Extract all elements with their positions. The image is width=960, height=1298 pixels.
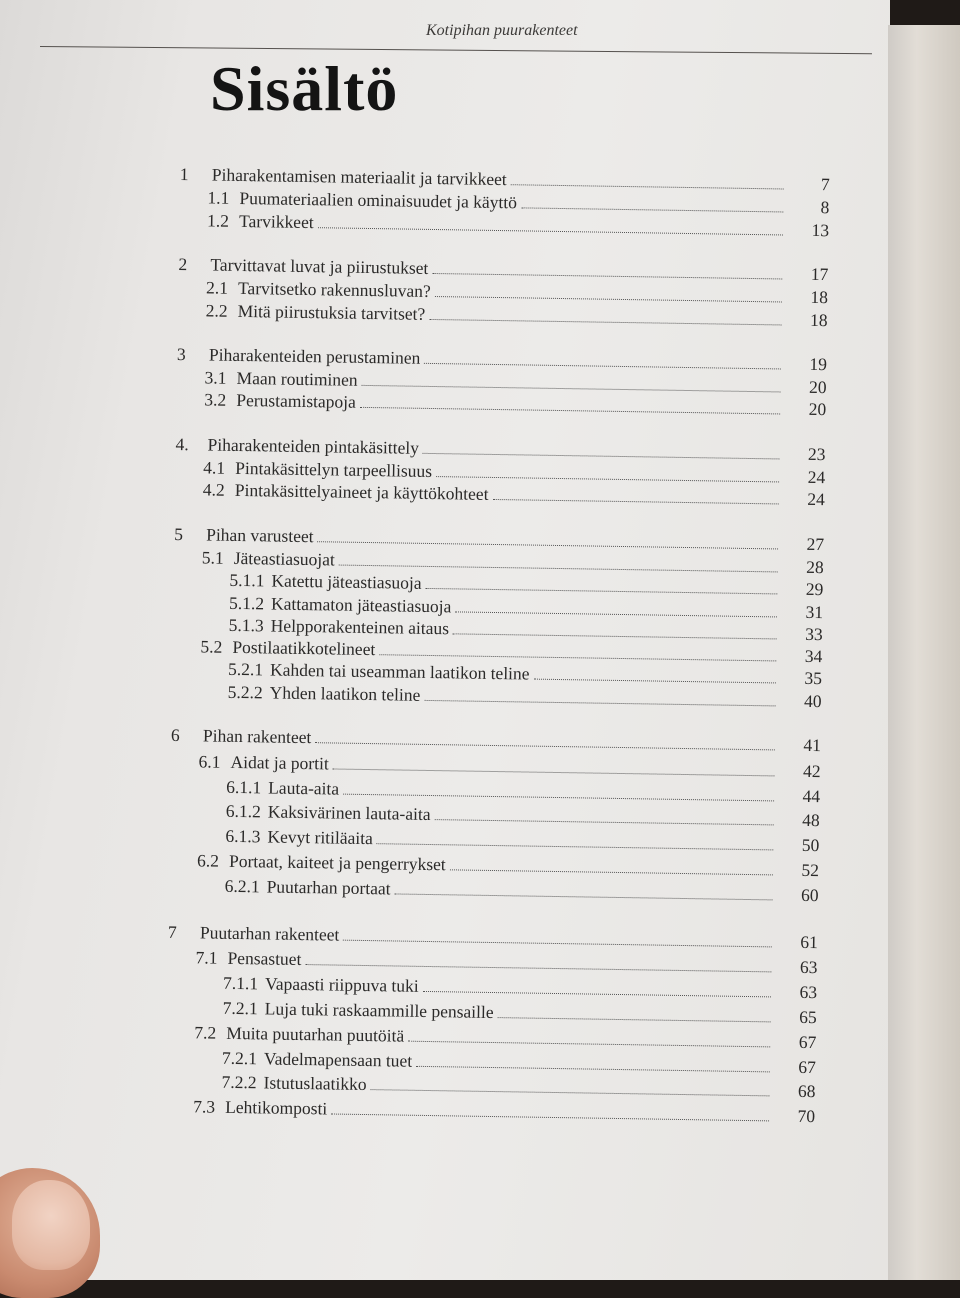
dot-leader (305, 964, 771, 972)
toc-entry-page: 19 (809, 353, 828, 374)
toc-entry-number: 4.1 (203, 457, 226, 478)
toc-entry-title: Puutarhan portaat (266, 876, 391, 899)
toc-entry-number: 3.2 (204, 389, 227, 411)
toc-entry-number: 7.3 (193, 1096, 216, 1117)
toc-entry-title: Pihan rakenteet (202, 725, 312, 748)
toc-entry-number: 4. (175, 433, 189, 454)
toc-entry-page: 29 (805, 579, 824, 600)
toc-entry-number: 5.2.1 (227, 659, 264, 680)
toc-entry-number: 1.1 (207, 187, 230, 209)
toc-entry-page: 60 (800, 884, 819, 905)
toc-entry-page: 20 (808, 377, 827, 398)
dot-leader (435, 819, 774, 825)
dot-leader (455, 611, 777, 617)
dot-leader (343, 793, 774, 801)
toc-entry-page: 63 (799, 982, 818, 1003)
page-title: Sisältö (210, 53, 399, 124)
toc-entry-page: 7 (820, 174, 830, 195)
toc-entry-title: Muita puutarhan puutöitä (226, 1022, 405, 1046)
toc-entry-page: 31 (805, 601, 824, 622)
toc-entry-number: 2.1 (205, 277, 229, 298)
toc-entry-title: Helpporakenteinen aitaus (270, 615, 450, 639)
dot-leader (416, 1065, 770, 1072)
toc-entry-page: 40 (803, 690, 822, 711)
dot-leader (377, 843, 774, 850)
toc-entry-number: 5.1.1 (229, 570, 265, 591)
toc-entry-page: 18 (810, 287, 829, 308)
toc-entry-page: 27 (806, 533, 825, 554)
toc-entry-title: Pensastuet (227, 948, 302, 970)
dot-leader (362, 385, 781, 393)
dot-leader (429, 318, 781, 325)
toc-entry (224, 876, 818, 906)
toc-entry-title: Piharakenteiden pintakäsittely (207, 434, 420, 458)
dot-leader (453, 633, 777, 639)
toc-entry-number: 5.1.2 (228, 592, 265, 613)
toc-entry-title: Tarvitsetko rakennusluvan? (237, 278, 431, 302)
toc-entry-number: 7.2 (194, 1022, 217, 1043)
dot-leader (371, 1089, 770, 1096)
toc-entry-page: 48 (802, 810, 820, 831)
toc-entry-title: Vapaasti riippuva tuki (264, 973, 419, 997)
toc-entry-title: Kevyt ritiläaita (267, 826, 374, 849)
toc-entry-title: Puutarhan rakenteet (199, 922, 340, 945)
toc-entry-title: Katettu jäteastiasuoja (271, 570, 422, 594)
toc-entry-number: 5.1 (201, 547, 224, 568)
toc-entry-title: Mitä piirustuksia tarvitset? (237, 300, 426, 324)
toc-entry-page: 50 (801, 835, 820, 856)
dot-leader (435, 296, 782, 302)
toc-entry-page: 20 (808, 399, 827, 420)
toc-entry-number: 2 (178, 253, 188, 275)
dot-leader (331, 1114, 769, 1122)
toc-entry-page: 41 (803, 734, 822, 756)
toc-entry-number: 5.1.3 (228, 614, 264, 636)
next-page-edge (888, 25, 960, 1280)
toc-entry-title: Postilaatikkotelineet (232, 636, 376, 660)
dot-leader (408, 1040, 770, 1047)
toc-entry-title: Vadelmapensaan tuet (263, 1048, 413, 1071)
toc-entry-number: 5 (174, 523, 184, 544)
dot-leader (492, 499, 778, 504)
dot-leader (423, 991, 771, 997)
toc-entry-number: 6.1.1 (226, 776, 262, 797)
dot-leader (343, 939, 772, 947)
toc-entry-number: 3.1 (204, 367, 227, 388)
toc-entry-page: 68 (797, 1081, 816, 1102)
toc-entry-number: 2.2 (205, 299, 228, 321)
thumbnail (12, 1180, 90, 1270)
toc-entry-number: 5.2 (200, 636, 223, 657)
dot-leader (333, 768, 775, 776)
toc-entry-title: Kahden tai useamman laatikon teline (269, 659, 530, 684)
dot-leader (424, 363, 781, 370)
toc-entry-page: 8 (820, 197, 830, 218)
dot-leader (521, 208, 783, 213)
toc-entry-page: 33 (805, 623, 823, 644)
toc-entry-number: 7 (167, 921, 177, 942)
toc-entry-page: 61 (800, 931, 819, 952)
toc-entry-title: Lauta-aita (268, 777, 340, 799)
toc-entry-page: 17 (810, 263, 829, 285)
toc-entry-title: Luja tuki raskaammille pensaille (264, 998, 494, 1023)
toc-entry (193, 1097, 815, 1128)
toc-entry-page: 52 (801, 859, 820, 881)
toc-entry-page: 44 (802, 785, 821, 806)
toc-entry-page: 13 (811, 219, 830, 240)
dot-leader (317, 541, 778, 549)
header-rule (40, 46, 872, 54)
toc-entry-title: Pintakäsittelyn tarpeellisuus (235, 457, 433, 481)
toc-entry-title: Kattamaton jäteastiasuoja (270, 592, 452, 616)
toc-entry-number: 4.2 (202, 479, 225, 501)
dot-leader (511, 184, 784, 189)
toc-entry-number: 7.1 (195, 947, 218, 969)
toc-entry-number: 6.2.1 (224, 875, 260, 897)
toc-entry-number: 1 (179, 164, 189, 185)
toc-entry-number: 7.1.1 (222, 972, 259, 994)
toc-entry-page: 34 (804, 645, 823, 667)
dot-leader (379, 654, 776, 661)
dot-leader (423, 453, 780, 460)
toc-entry-page: 24 (807, 466, 826, 488)
toc-entry-number: 7.2.1 (221, 1047, 258, 1068)
toc-entry-number: 6.1.2 (225, 801, 261, 822)
dot-leader (498, 1017, 771, 1022)
toc-entry-number: 6.1.3 (225, 825, 261, 847)
toc-entry-title: Tarvikkeet (238, 210, 314, 232)
toc-entry-page: 70 (797, 1106, 816, 1127)
toc-entry-number: 6.2 (196, 850, 220, 871)
toc-entry-number: 1.2 (206, 210, 230, 231)
toc-entry-title: Maan routiminen (236, 368, 358, 390)
dot-leader (339, 564, 778, 572)
toc-entry-page: 42 (802, 760, 821, 781)
toc-entry-page: 28 (806, 556, 824, 578)
toc-entry-title: Istutuslaatikko (263, 1072, 367, 1095)
toc-entry-page: 65 (799, 1006, 817, 1028)
toc-entry-number: 7.2.1 (222, 997, 258, 1019)
dot-leader (436, 476, 779, 482)
toc-entry-title: Portaat, kaiteet ja pengerrykset (228, 850, 446, 875)
toc-entry-number: 6.1 (198, 751, 221, 772)
toc-entry-number: 7.2.2 (221, 1072, 257, 1093)
table-of-contents (167, 164, 900, 1127)
dot-leader (533, 679, 775, 684)
toc-entry-page: 67 (798, 1031, 817, 1052)
toc-entry-page: 23 (807, 443, 826, 464)
toc-entry-title: Kaksivärinen lauta-aita (267, 801, 431, 825)
toc-entry-title: Piharakenteiden perustaminen (208, 344, 421, 368)
dot-leader (426, 588, 778, 595)
toc-entry-page: 67 (798, 1056, 817, 1077)
dot-leader (315, 742, 775, 750)
toc-entry-page: 63 (799, 957, 818, 978)
toc-entry-title: Lehtikomposti (225, 1097, 328, 1119)
toc-entry-title: Yhden laatikon teline (269, 682, 421, 705)
toc-entry-number: 6 (170, 724, 180, 746)
toc-entry-page: 35 (804, 668, 823, 689)
toc-entry-page: 18 (809, 309, 828, 330)
dot-leader (394, 893, 772, 900)
dot-leader (318, 227, 783, 235)
dot-leader (424, 700, 775, 707)
toc-entry-title: Tarvittavat luvat ja piirustukset (210, 254, 429, 278)
dot-leader (360, 407, 780, 415)
toc-entry-title: Pintakäsittelyaineet ja käyttökohteet (234, 480, 489, 505)
toc-entry-title: Perustamistapoja (236, 390, 357, 413)
toc-entry-title: Pihan varusteet (206, 524, 314, 546)
toc-entry-page: 24 (807, 489, 825, 510)
toc-entry-number: 3 (176, 343, 186, 364)
dot-leader (432, 273, 782, 279)
toc-entry-title: Aidat ja portit (230, 751, 329, 774)
running-head: Kotipihan puurakenteet (426, 22, 578, 39)
toc-entry-title: Piharakentamisen materiaalit ja tarvikkeet (211, 164, 507, 190)
toc-entry-number: 5.2.2 (227, 681, 263, 703)
dot-leader (450, 869, 773, 875)
toc-entry-title: Jäteastiasuojat (233, 547, 336, 570)
toc-entry-title: Puumateriaalien ominaisuudet ja käyttö (239, 188, 518, 213)
